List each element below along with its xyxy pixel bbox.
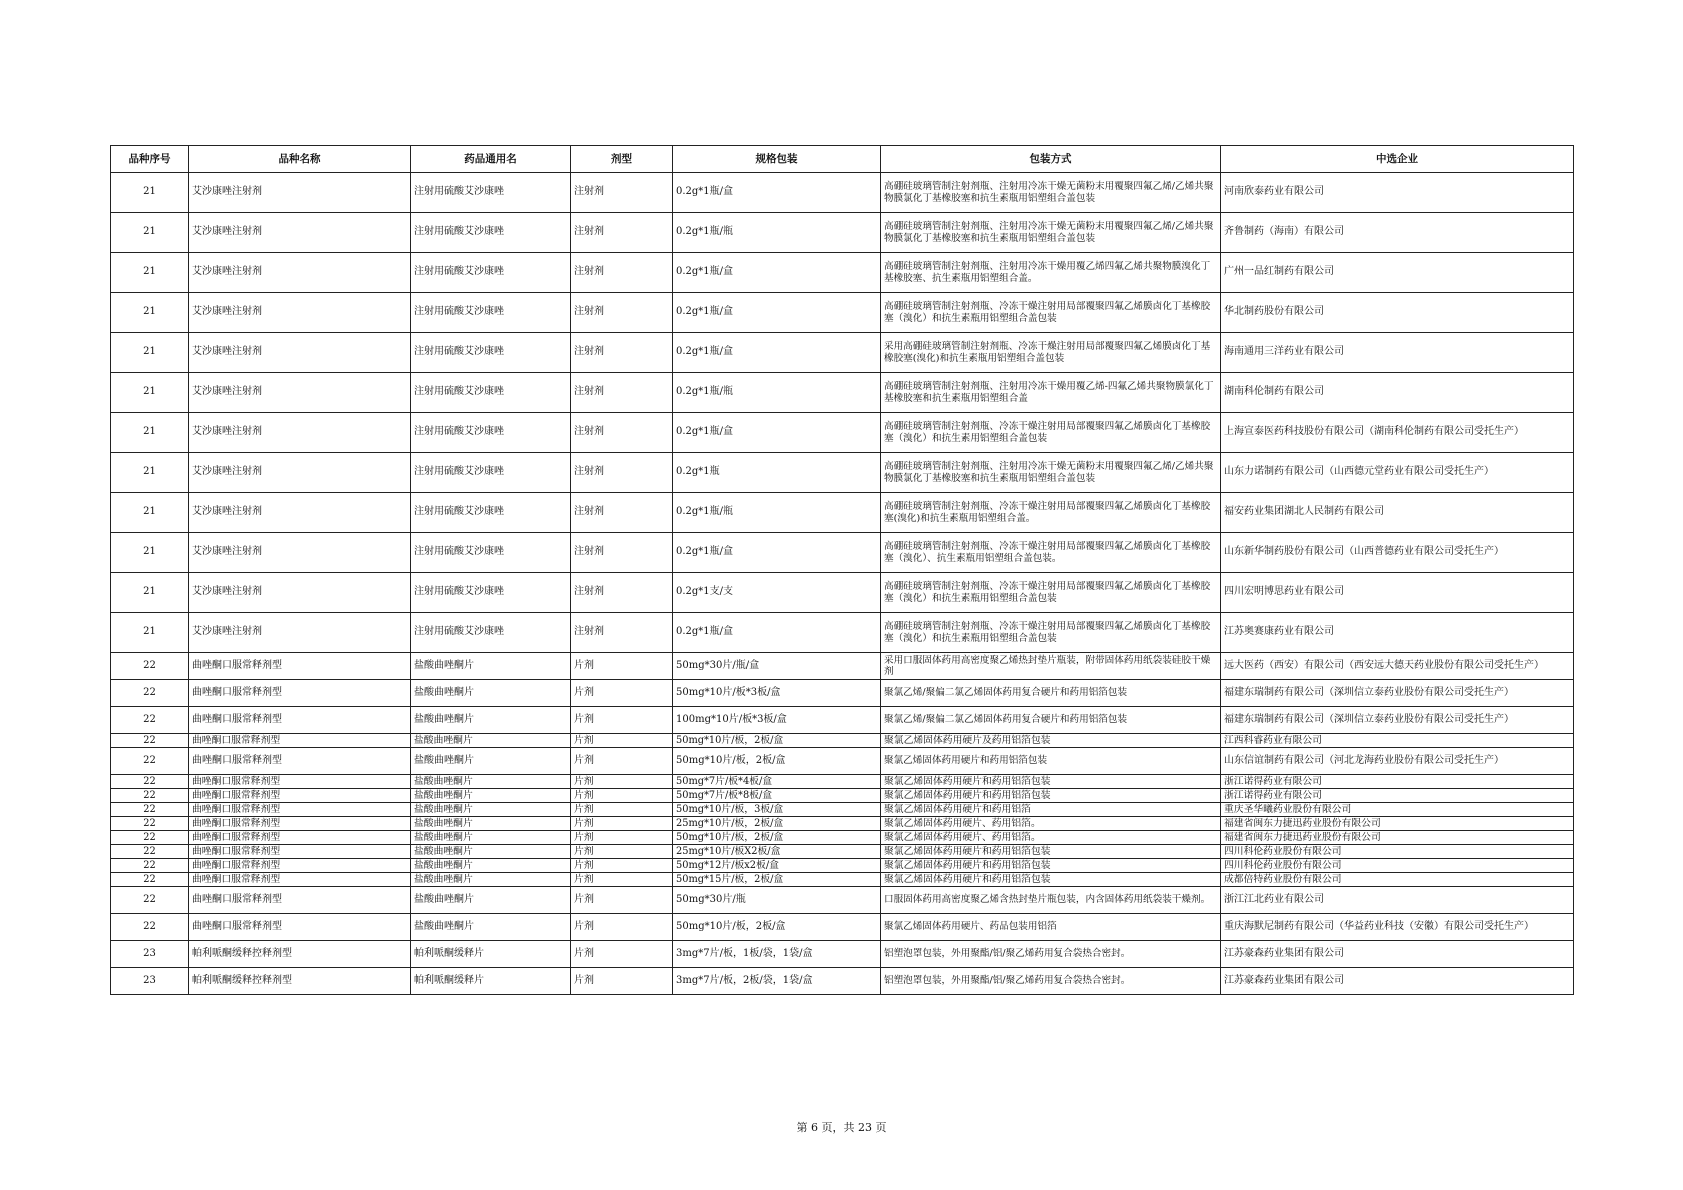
cell-spec-pack: 0.2g*1瓶/盒 [673,533,881,573]
column-header: 中选企业 [1221,146,1574,173]
cell-generic-name: 注射用硫酸艾沙康唑 [411,333,571,373]
cell-spec-pack: 0.2g*1瓶/盒 [673,333,881,373]
cell-dosage-form: 片剂 [571,734,673,748]
table-row [111,413,1574,453]
cell-seq: 23 [111,968,189,995]
table-row [111,173,1574,213]
cell-pack-method: 聚氯乙烯固体药用硬片和药用铝箔包装 [881,845,1221,859]
table-row [111,573,1574,613]
cell-seq: 23 [111,941,189,968]
cell-variety-name: 曲唑酮口服常释剂型 [189,817,411,831]
cell-seq: 22 [111,734,189,748]
cell-spec-pack: 0.2g*1瓶/瓶 [673,493,881,533]
cell-dosage-form: 片剂 [571,914,673,941]
cell-seq: 22 [111,914,189,941]
cell-variety-name: 曲唑酮口服常释剂型 [189,803,411,817]
table-row [111,613,1574,653]
cell-seq: 21 [111,533,189,573]
cell-spec-pack: 50mg*10片/板，3板/盒 [673,803,881,817]
cell-spec-pack: 50mg*12片/板x2板/盒 [673,859,881,873]
cell-dosage-form: 注射剂 [571,613,673,653]
cell-spec-pack: 0.2g*1瓶/瓶 [673,373,881,413]
table-row [111,707,1574,734]
cell-spec-pack: 0.2g*1瓶/盒 [673,253,881,293]
cell-seq: 22 [111,859,189,873]
table-row [111,803,1574,817]
column-header: 品种名称 [189,146,411,173]
column-header: 剂型 [571,146,673,173]
table-header [111,146,1574,173]
cell-generic-name: 盐酸曲唑酮片 [411,831,571,845]
cell-generic-name: 注射用硫酸艾沙康唑 [411,493,571,533]
cell-company: 福建省闽东力捷迅药业股份有限公司 [1221,817,1574,831]
cell-company: 江苏奥赛康药业有限公司 [1221,613,1574,653]
cell-variety-name: 曲唑酮口服常释剂型 [189,789,411,803]
cell-dosage-form: 注射剂 [571,493,673,533]
cell-pack-method: 铝塑泡罩包装，外用聚酯/铝/聚乙烯药用复合袋热合密封。 [881,941,1221,968]
cell-spec-pack: 50mg*30片/瓶 [673,887,881,914]
cell-variety-name: 帕利哌酮缓释控释剂型 [189,968,411,995]
cell-spec-pack: 25mg*10片/板X2板/盒 [673,845,881,859]
cell-spec-pack: 0.2g*1瓶/盒 [673,613,881,653]
cell-variety-name: 艾沙康唑注射剂 [189,253,411,293]
cell-variety-name: 艾沙康唑注射剂 [189,533,411,573]
cell-spec-pack: 50mg*10片/板，2板/盒 [673,734,881,748]
cell-variety-name: 艾沙康唑注射剂 [189,413,411,453]
table-row [111,914,1574,941]
cell-spec-pack: 100mg*10片/板*3板/盒 [673,707,881,734]
cell-seq: 22 [111,887,189,914]
cell-dosage-form: 片剂 [571,707,673,734]
cell-generic-name: 注射用硫酸艾沙康唑 [411,453,571,493]
cell-variety-name: 曲唑酮口服常释剂型 [189,680,411,707]
cell-variety-name: 曲唑酮口服常释剂型 [189,653,411,680]
cell-pack-method: 口服固体药用高密度聚乙烯含热封垫片瓶包装，内含固体药用纸袋装干燥剂。 [881,887,1221,914]
cell-seq: 21 [111,213,189,253]
cell-company: 广州一品红制药有限公司 [1221,253,1574,293]
cell-spec-pack: 0.2g*1瓶/盒 [673,413,881,453]
cell-generic-name: 盐酸曲唑酮片 [411,653,571,680]
cell-variety-name: 艾沙康唑注射剂 [189,293,411,333]
cell-variety-name: 艾沙康唑注射剂 [189,453,411,493]
cell-company: 福安药业集团湖北人民制药有限公司 [1221,493,1574,533]
cell-pack-method: 聚氯乙烯固体药用硬片、药用铝箔。 [881,831,1221,845]
cell-dosage-form: 片剂 [571,680,673,707]
cell-seq: 22 [111,789,189,803]
cell-company: 山东信谊制药有限公司（河北龙海药业股份有限公司受托生产） [1221,748,1574,775]
cell-dosage-form: 片剂 [571,831,673,845]
table-row [111,887,1574,914]
cell-dosage-form: 注射剂 [571,413,673,453]
cell-variety-name: 艾沙康唑注射剂 [189,173,411,213]
cell-variety-name: 曲唑酮口服常释剂型 [189,873,411,887]
cell-dosage-form: 注射剂 [571,173,673,213]
cell-seq: 22 [111,653,189,680]
cell-variety-name: 曲唑酮口服常释剂型 [189,859,411,873]
cell-pack-method: 聚氯乙烯固体药用硬片和药用铝箔包装 [881,748,1221,775]
cell-company: 海南通用三洋药业有限公司 [1221,333,1574,373]
cell-pack-method: 聚氯乙烯固体药用硬片和药用铝箔包装 [881,775,1221,789]
cell-pack-method: 高硼硅玻璃管制注射剂瓶、注射用冷冻干燥用覆乙烯-四氟乙烯共聚物膜氯化丁基橡胶塞和抗生素瓶用铝塑组合盖 [881,373,1221,413]
cell-generic-name: 注射用硫酸艾沙康唑 [411,373,571,413]
cell-pack-method: 高硼硅玻璃管制注射剂瓶、注射用冷冻干燥无菌粉末用覆聚四氟乙烯/乙烯共聚物膜氯化丁基橡胶塞和抗生素瓶用铝塑组合盖包装 [881,453,1221,493]
cell-generic-name: 盐酸曲唑酮片 [411,707,571,734]
cell-seq: 21 [111,333,189,373]
cell-seq: 21 [111,253,189,293]
cell-dosage-form: 注射剂 [571,573,673,613]
cell-generic-name: 帕利哌酮缓释片 [411,941,571,968]
cell-dosage-form: 片剂 [571,845,673,859]
cell-variety-name: 曲唑酮口服常释剂型 [189,887,411,914]
table-row [111,213,1574,253]
cell-generic-name: 盐酸曲唑酮片 [411,789,571,803]
cell-pack-method: 聚氯乙烯/聚偏二氯乙烯固体药用复合硬片和药用铝箔包装 [881,707,1221,734]
table-row [111,680,1574,707]
cell-spec-pack: 50mg*10片/板，2板/盒 [673,914,881,941]
cell-pack-method: 聚氯乙烯/聚偏二氯乙烯固体药用复合硬片和药用铝箔包装 [881,680,1221,707]
cell-spec-pack: 50mg*7片/板*8板/盒 [673,789,881,803]
cell-dosage-form: 片剂 [571,775,673,789]
cell-dosage-form: 片剂 [571,803,673,817]
table-row [111,748,1574,775]
column-header: 包装方式 [881,146,1221,173]
cell-generic-name: 盐酸曲唑酮片 [411,859,571,873]
cell-seq: 22 [111,845,189,859]
cell-generic-name: 注射用硫酸艾沙康唑 [411,613,571,653]
cell-variety-name: 曲唑酮口服常释剂型 [189,914,411,941]
table-row [111,968,1574,995]
cell-company: 齐鲁制药（海南）有限公司 [1221,213,1574,253]
table-row [111,941,1574,968]
table-row [111,873,1574,887]
cell-pack-method: 聚氯乙烯固体药用硬片和药用铝箔包装 [881,789,1221,803]
cell-company: 福建东瑞制药有限公司（深圳信立泰药业股份有限公司受托生产） [1221,680,1574,707]
table-row [111,293,1574,333]
cell-generic-name: 注射用硫酸艾沙康唑 [411,573,571,613]
column-header: 药品通用名 [411,146,571,173]
cell-pack-method: 高硼硅玻璃管制注射剂瓶、冷冻干燥注射用局部覆聚四氟乙烯膜卤化丁基橡胶塞（溴化）和抗生素用铝塑组合盖包装 [881,413,1221,453]
cell-company: 四川科伦药业股份有限公司 [1221,859,1574,873]
cell-variety-name: 曲唑酮口服常释剂型 [189,707,411,734]
cell-spec-pack: 50mg*10片/板*3板/盒 [673,680,881,707]
cell-seq: 22 [111,831,189,845]
cell-pack-method: 聚氯乙烯固体药用硬片、药品包装用铝箔 [881,914,1221,941]
cell-company: 河南欣泰药业有限公司 [1221,173,1574,213]
cell-pack-method: 高硼硅玻璃管制注射剂瓶、冷冻干燥注射用局部覆聚四氟乙烯膜卤化丁基橡胶塞（溴化）和抗生素瓶用铝塑组合盖包装 [881,293,1221,333]
cell-generic-name: 盐酸曲唑酮片 [411,887,571,914]
cell-seq: 22 [111,775,189,789]
cell-company: 湖南科伦制药有限公司 [1221,373,1574,413]
cell-generic-name: 注射用硫酸艾沙康唑 [411,173,571,213]
cell-variety-name: 艾沙康唑注射剂 [189,333,411,373]
table-row [111,373,1574,413]
cell-variety-name: 艾沙康唑注射剂 [189,573,411,613]
cell-company: 浙江江北药业有限公司 [1221,887,1574,914]
cell-spec-pack: 0.2g*1瓶 [673,453,881,493]
cell-seq: 21 [111,573,189,613]
cell-company: 重庆海默尼制药有限公司（华益药业科技（安徽）有限公司受托生产） [1221,914,1574,941]
cell-pack-method: 采用口服固体药用高密度聚乙烯热封垫片瓶装，附带固体药用纸袋装硅胶干燥剂 [881,653,1221,680]
cell-spec-pack: 50mg*7片/板*4板/盒 [673,775,881,789]
table-row [111,333,1574,373]
cell-pack-method: 高硼硅玻璃管制注射剂瓶、冷冻干燥注射用局部覆聚四氟乙烯膜卤化丁基橡胶塞(溴化)和抗生素瓶用铝塑组合盖。 [881,493,1221,533]
cell-company: 山东新华制药股份有限公司（山西普德药业有限公司受托生产） [1221,533,1574,573]
cell-pack-method: 聚氯乙烯固体药用硬片及药用铝箔包装 [881,734,1221,748]
cell-dosage-form: 注射剂 [571,373,673,413]
cell-spec-pack: 50mg*10片/板，2板/盒 [673,831,881,845]
cell-variety-name: 艾沙康唑注射剂 [189,493,411,533]
cell-dosage-form: 注射剂 [571,533,673,573]
cell-generic-name: 帕利哌酮缓释片 [411,968,571,995]
cell-spec-pack: 50mg*15片/板，2板/盒 [673,873,881,887]
cell-pack-method: 铝塑泡罩包装，外用聚酯/铝/聚乙烯药用复合袋热合密封。 [881,968,1221,995]
cell-company: 江西科睿药业有限公司 [1221,734,1574,748]
table-row [111,817,1574,831]
cell-company: 远大医药（西安）有限公司（西安远大德天药业股份有限公司受托生产） [1221,653,1574,680]
cell-spec-pack: 0.2g*1瓶/盒 [673,173,881,213]
cell-seq: 22 [111,680,189,707]
cell-company: 华北制药股份有限公司 [1221,293,1574,333]
cell-pack-method: 聚氯乙烯固体药用硬片、药用铝箔。 [881,817,1221,831]
table-row [111,734,1574,748]
table-row [111,775,1574,789]
cell-generic-name: 盐酸曲唑酮片 [411,734,571,748]
cell-variety-name: 曲唑酮口服常释剂型 [189,734,411,748]
table-row [111,845,1574,859]
cell-company: 福建东瑞制药有限公司（深圳信立泰药业股份有限公司受托生产） [1221,707,1574,734]
cell-variety-name: 艾沙康唑注射剂 [189,613,411,653]
cell-dosage-form: 片剂 [571,653,673,680]
cell-generic-name: 盐酸曲唑酮片 [411,845,571,859]
cell-company: 四川宏明博思药业有限公司 [1221,573,1574,613]
cell-pack-method: 高硼硅玻璃管制注射剂瓶、注射用冷冻干燥无菌粉末用覆聚四氟乙烯/乙烯共聚物膜氯化丁基橡胶塞和抗生素瓶用铝塑组合盖包装 [881,213,1221,253]
cell-variety-name: 曲唑酮口服常释剂型 [189,748,411,775]
cell-generic-name: 注射用硫酸艾沙康唑 [411,213,571,253]
cell-spec-pack: 3mg*7片/板，1板/袋，1袋/盒 [673,941,881,968]
cell-seq: 22 [111,817,189,831]
table-row [111,831,1574,845]
table-row [111,493,1574,533]
cell-variety-name: 艾沙康唑注射剂 [189,373,411,413]
cell-company: 浙江诺得药业有限公司 [1221,775,1574,789]
cell-pack-method: 高硼硅玻璃管制注射剂瓶、注射用冷冻干燥无菌粉末用覆聚四氟乙烯/乙烯共聚物膜氯化丁基橡胶塞和抗生素瓶用铝塑组合盖包装 [881,173,1221,213]
cell-pack-method: 高硼硅玻璃管制注射剂瓶、注射用冷冻干燥用覆乙烯四氟乙烯共聚物膜溴化丁基橡胶塞、抗生素瓶用铝塑组合盖。 [881,253,1221,293]
cell-dosage-form: 注射剂 [571,253,673,293]
procurement-table [110,145,1574,995]
column-header: 规格包装 [673,146,881,173]
cell-seq: 22 [111,803,189,817]
cell-generic-name: 盐酸曲唑酮片 [411,803,571,817]
column-header: 品种序号 [111,146,189,173]
cell-generic-name: 盐酸曲唑酮片 [411,775,571,789]
cell-seq: 21 [111,373,189,413]
cell-seq: 21 [111,493,189,533]
table-row [111,789,1574,803]
cell-dosage-form: 注射剂 [571,333,673,373]
table-row [111,253,1574,293]
table-row [111,453,1574,493]
cell-seq: 21 [111,173,189,213]
cell-company: 四川科伦药业股份有限公司 [1221,845,1574,859]
cell-dosage-form: 片剂 [571,817,673,831]
cell-generic-name: 盐酸曲唑酮片 [411,680,571,707]
cell-company: 上海宣泰医药科技股份有限公司（湖南科伦制药有限公司受托生产） [1221,413,1574,453]
cell-variety-name: 曲唑酮口服常释剂型 [189,845,411,859]
cell-seq: 22 [111,873,189,887]
cell-seq: 21 [111,293,189,333]
cell-generic-name: 注射用硫酸艾沙康唑 [411,413,571,453]
cell-spec-pack: 25mg*10片/板，2板/盒 [673,817,881,831]
cell-company: 江苏豪森药业集团有限公司 [1221,941,1574,968]
cell-pack-method: 聚氯乙烯固体药用硬片和药用铝箔 [881,803,1221,817]
cell-generic-name: 盐酸曲唑酮片 [411,873,571,887]
cell-company: 江苏豪森药业集团有限公司 [1221,968,1574,995]
cell-generic-name: 盐酸曲唑酮片 [411,748,571,775]
cell-seq: 21 [111,413,189,453]
cell-spec-pack: 0.2g*1瓶/瓶 [673,213,881,253]
cell-dosage-form: 片剂 [571,748,673,775]
table-row [111,533,1574,573]
cell-company: 福建省闽东力捷迅药业股份有限公司 [1221,831,1574,845]
cell-generic-name: 注射用硫酸艾沙康唑 [411,253,571,293]
cell-company: 浙江诺得药业有限公司 [1221,789,1574,803]
cell-dosage-form: 片剂 [571,887,673,914]
page-footer: 第 6 页，共 23 页 [796,1121,887,1134]
cell-company: 成都倍特药业股份有限公司 [1221,873,1574,887]
cell-pack-method: 聚氯乙烯固体药用硬片和药用铝箔包装 [881,873,1221,887]
cell-pack-method: 聚氯乙烯固体药用硬片和药用铝箔包装 [881,859,1221,873]
cell-company: 山东力诺制药有限公司（山西德元堂药业有限公司受托生产） [1221,453,1574,493]
cell-variety-name: 艾沙康唑注射剂 [189,213,411,253]
table-row [111,653,1574,680]
cell-company: 重庆圣华曦药业股份有限公司 [1221,803,1574,817]
cell-generic-name: 盐酸曲唑酮片 [411,914,571,941]
cell-seq: 21 [111,613,189,653]
cell-dosage-form: 注射剂 [571,293,673,333]
cell-pack-method: 高硼硅玻璃管制注射剂瓶、冷冻干燥注射用局部覆聚四氟乙烯膜卤化丁基橡胶塞（溴化）和抗生素瓶用铝塑组合盖包装 [881,613,1221,653]
cell-dosage-form: 片剂 [571,941,673,968]
cell-pack-method: 高硼硅玻璃管制注射剂瓶、冷冻干燥注射用局部覆聚四氟乙烯膜卤化丁基橡胶塞（溴化）和抗生素瓶用铝塑组合盖包装 [881,573,1221,613]
cell-pack-method: 高硼硅玻璃管制注射剂瓶、冷冻干燥注射用局部覆聚四氟乙烯膜卤化丁基橡胶塞（溴化）、抗生素瓶用铝塑组合盖包装。 [881,533,1221,573]
cell-seq: 21 [111,453,189,493]
header-row [111,146,1574,173]
cell-spec-pack: 3mg*7片/板，2板/袋，1袋/盒 [673,968,881,995]
cell-pack-method: 采用高硼硅玻璃管制注射剂瓶、冷冻干燥注射用局部覆聚四氟乙烯膜卤化丁基橡胶塞(溴化)和抗生素瓶用铝塑组合盖包装 [881,333,1221,373]
cell-spec-pack: 0.2g*1瓶/盒 [673,293,881,333]
cell-spec-pack: 50mg*10片/板，2板/盒 [673,748,881,775]
cell-variety-name: 曲唑酮口服常释剂型 [189,831,411,845]
cell-generic-name: 盐酸曲唑酮片 [411,817,571,831]
cell-variety-name: 帕利哌酮缓释控释剂型 [189,941,411,968]
table-row [111,859,1574,873]
cell-dosage-form: 注射剂 [571,213,673,253]
cell-spec-pack: 0.2g*1支/支 [673,573,881,613]
cell-spec-pack: 50mg*30片/瓶/盒 [673,653,881,680]
cell-seq: 22 [111,707,189,734]
cell-generic-name: 注射用硫酸艾沙康唑 [411,293,571,333]
cell-dosage-form: 片剂 [571,968,673,995]
table-body [111,173,1574,995]
cell-dosage-form: 片剂 [571,873,673,887]
cell-seq: 22 [111,748,189,775]
cell-dosage-form: 片剂 [571,859,673,873]
cell-dosage-form: 注射剂 [571,453,673,493]
cell-dosage-form: 片剂 [571,789,673,803]
cell-variety-name: 曲唑酮口服常释剂型 [189,775,411,789]
cell-generic-name: 注射用硫酸艾沙康唑 [411,533,571,573]
